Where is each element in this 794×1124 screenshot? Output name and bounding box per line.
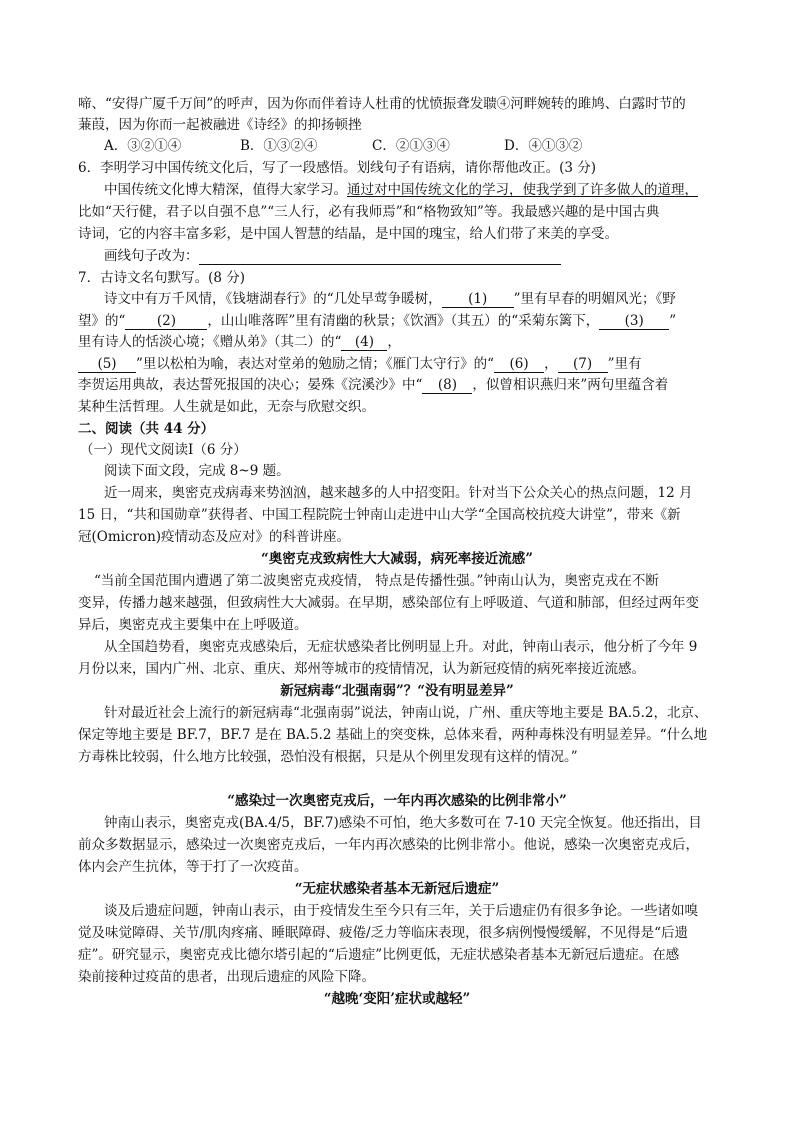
q6-para-line-3: 诗词，它的内容丰富多彩，是中国人智慧的结晶，是中国的瑰宝，给人们带了来美的享受。 bbox=[78, 226, 618, 242]
blank-3[interactable]: (3) bbox=[599, 313, 669, 330]
article-line: 近一周来，奥密克戎病毒来势汹汹，越来越多的人中招变阳。针对当下公众关心的热点问题，12 月 bbox=[104, 485, 693, 501]
q7-text: 李贺运用典故，表达誓死报国的决心；晏殊《浣溪沙》中“ bbox=[78, 377, 423, 393]
q5-text-line-1: 啼、“安得广厦千万间”的呼声，因为你而伴着诗人杜甫的忧愤振聋发聩④河畔婉转的雎鸠、白露时节的 bbox=[78, 96, 686, 112]
q6-title: 6．李明学习中国传统文化后，写了一段感悟。划线句子有语病，请你帮他改正。(3 分) bbox=[78, 160, 597, 176]
q7-text: ”里以松柏为喻，表达对堂弟的勉励之情；《雁门太守行》的“ bbox=[136, 356, 495, 372]
option-b[interactable]: B．①③②④ bbox=[240, 138, 318, 154]
q7-text: 诗文中有万千风情，《钱塘湖春行》的“几处早莺争暖树， bbox=[104, 291, 442, 307]
q7-line-5 bbox=[78, 375, 668, 395]
q7-text: 里有诗人的恬淡心境；《赠从弟》（其二）的“ bbox=[78, 334, 342, 350]
section-heading: 二、阅读（共 44 分） bbox=[78, 421, 215, 437]
article-line: 觉及味觉障碍、关节/肌肉疼痛、睡眠障碍、疲倦/乏力等临床表现，很多病例慢慢缓解，不见得是“后遗 bbox=[78, 925, 688, 941]
q7-line-6: 某种生活哲理。人生就是如此，无奈与欣慰交织。 bbox=[78, 399, 375, 415]
article-line: 月份以来，国内广州、北京、重庆、郑州等城市的疫情情况，认为新冠疫情的病死率接近流感。 bbox=[78, 661, 645, 677]
subsection-heading: （一）现代文阅读Ⅰ（6 分） bbox=[80, 442, 247, 458]
q7-text: ” bbox=[669, 313, 677, 329]
article-line: 异后，奥密克戎主要集中在上呼吸道。 bbox=[78, 617, 308, 633]
article-line: 体内会产生抗体，等于打了一次疫苗。 bbox=[78, 859, 308, 875]
blank-7[interactable]: (7) bbox=[558, 356, 608, 373]
q7-line-1 bbox=[104, 289, 676, 309]
article-subheading-4: “无症状感染者基本无新冠后遗症” bbox=[294, 881, 500, 897]
article-subheading-2: 新冠病毒“北强南弱”？“没有明显差异” bbox=[280, 683, 514, 699]
article-line: 症”。研究显示，奥密克戎比德尔塔引起的“后遗症”比例更低，无症状感染者基本无新冠后遗症。在感 bbox=[78, 947, 680, 963]
blank-6[interactable]: (6) bbox=[494, 356, 544, 373]
q7-text: ， bbox=[387, 334, 401, 350]
q7-line-4 bbox=[78, 354, 641, 374]
q7-text: 望》的“ bbox=[78, 313, 126, 329]
q7-title: 7．古诗文名句默写。(8 分) bbox=[78, 270, 246, 286]
article-line: 染前接种过疫苗的患者，出现后遗症的风险下降。 bbox=[78, 969, 375, 985]
option-c[interactable]: C．②①③④ bbox=[372, 138, 450, 154]
article-line: 保定等地主要是 BF.7，BF.7 是在 BA.5.2 基础上的突变株，总体来看，两种毒株没有明显差异。“什么地 bbox=[78, 727, 708, 743]
q6-underlined-sentence: 通过对中国传统文化的学习，使我学到了许多做人的道理， bbox=[347, 182, 698, 198]
q5-options bbox=[104, 136, 582, 156]
q7-text: ”里有早春的明媚风光；《野 bbox=[513, 291, 676, 307]
article-line: 冠(Omicron)疫情动态及应对》的科普讲座。 bbox=[78, 529, 351, 545]
article-line: 15 日，“共和国勋章”获得者、中国工程院院士钟南山走进中山大学“全国高校抗疫大讲堂”，带来《新 bbox=[78, 507, 681, 523]
q7-text: ， bbox=[544, 356, 558, 372]
blank-1[interactable]: (1) bbox=[442, 291, 514, 308]
option-a[interactable]: A．③②①④ bbox=[104, 138, 182, 154]
q7-text: ”里有 bbox=[607, 356, 642, 372]
q7-text: ，似曾相识燕归来”两句里蕴含着 bbox=[472, 377, 669, 393]
article-line: 变异，传播力越来越强，但致病性大大减弱。在早期，感染部位有上呼吸道、气道和肺部，但经过两年变 bbox=[78, 595, 699, 611]
blank-8[interactable]: (8) bbox=[422, 377, 472, 394]
article-line: 从全国趋势看，奥密克戎感染后，无症状感染者比例明显上升。对此，钟南山表示，他分析了今年 9 bbox=[104, 639, 698, 655]
reading-instruction: 阅读下面文段，完成 8~9 题。 bbox=[104, 463, 290, 479]
q6-para-line-1 bbox=[104, 180, 698, 200]
article-line: 方毒株比较弱，什么地方比较强，恐怕没有根据，只是从个例里发现有这样的情况。” bbox=[78, 749, 578, 765]
q7-text: ，山山唯落晖”里有清幽的秋景；《饮酒》（其五）的“采菊东篱下， bbox=[207, 313, 600, 329]
q7-line-3 bbox=[78, 332, 401, 352]
q6-answer-blank[interactable] bbox=[199, 248, 561, 265]
blank-2[interactable]: (2) bbox=[125, 313, 207, 330]
q6-intro-text: 中国传统文化博大精深，值得大家学习。 bbox=[104, 182, 347, 198]
article-subheading-1: “奥密克戎致病性大大减弱，病死率接近流感” bbox=[260, 551, 534, 567]
q5-text-line-2: 蒹葭，因为你而一起被融进《诗经》的抑扬顿挫 bbox=[78, 117, 362, 133]
article-line: 针对最近社会上流行的新冠病毒“北强南弱”说法，钟南山说，广州、重庆等地主要是 BA.5.2，北京、 bbox=[104, 705, 708, 721]
option-d[interactable]: D．④①③② bbox=[504, 138, 583, 154]
article-line: 谈及后遗症问题，钟南山表示，由于疫情发生至今只有三年，关于后遗症仍有很多争论。一些诸如嗅 bbox=[104, 903, 698, 919]
q7-line-2 bbox=[78, 311, 676, 331]
article-line: 钟南山表示，奥密克戎(BA.4/5，BF.7)感染不可怕，绝大多数可在 7-10 天完全恢复。他还指出，目 bbox=[104, 815, 702, 831]
blank-5[interactable]: (5) bbox=[78, 356, 136, 373]
article-subheading-3: “感染过一次奥密克戎后，一年内再次感染的比例非常小” bbox=[227, 793, 567, 809]
article-line: 前众多数据显示，感染过一次奥密克戎后，一年内再次感染的比例非常小。他说，感染一次奥密克戎后， bbox=[78, 837, 699, 853]
q6-para-line-2: 比如“天行健，君子以自强不息”“三人行，必有我师焉”和“格物致知”等。我最感兴趣的是中国古典 bbox=[78, 204, 660, 220]
article-line: “当前全国范围内遭遇了第二波奥密克戎疫情， 特点是传播性强。”钟南山认为，奥密克戎在不断 bbox=[94, 573, 659, 589]
q6-answer-label: 画线句子改为： bbox=[104, 248, 199, 264]
article-subheading-5: “越晚‘变阳’症状或越轻” bbox=[323, 991, 471, 1007]
blank-4[interactable]: (4) bbox=[341, 334, 387, 351]
q6-answer-row bbox=[104, 246, 561, 266]
